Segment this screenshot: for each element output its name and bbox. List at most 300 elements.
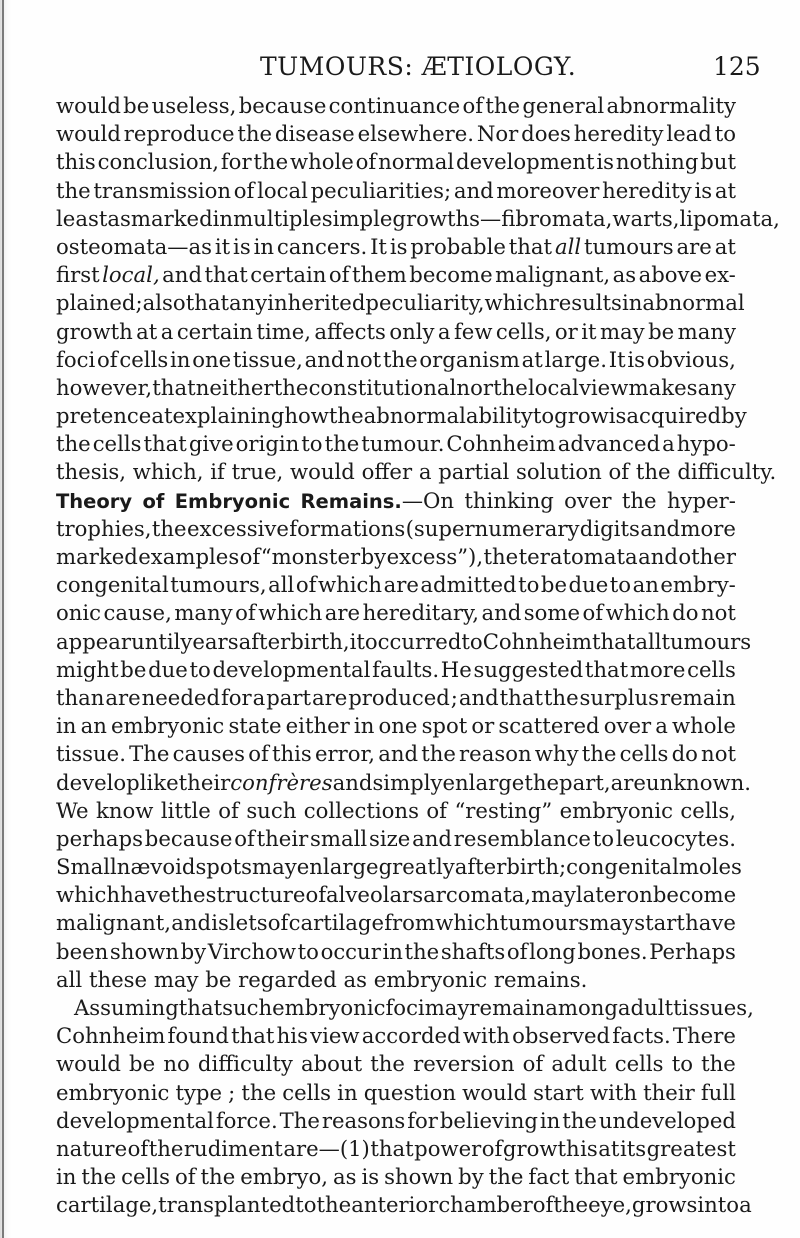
word-text: might — [56, 656, 119, 682]
word-text: least — [56, 205, 108, 231]
word — [378, 712, 417, 740]
word — [456, 374, 493, 402]
word — [158, 1191, 295, 1219]
word-text: cells — [687, 656, 736, 682]
word — [372, 769, 442, 797]
word-text: occur — [320, 938, 381, 964]
word — [680, 797, 736, 825]
word-text: be — [540, 572, 568, 598]
word-text: anterior — [351, 1192, 439, 1218]
word-text: of — [239, 544, 261, 569]
word-text: sarcomata, — [412, 882, 532, 908]
word-text: normal — [378, 149, 455, 175]
section-heading: Embryonic — [174, 489, 291, 513]
word — [246, 797, 296, 825]
word — [494, 966, 587, 994]
word-text: as — [343, 966, 368, 992]
word — [419, 346, 519, 374]
text-line — [56, 966, 736, 994]
word-text: of — [582, 600, 604, 626]
word-text: are — [610, 769, 646, 795]
word — [389, 318, 434, 346]
word-text: to — [461, 628, 483, 654]
word-text: digits — [579, 515, 640, 541]
word-text: and — [458, 684, 499, 710]
word-text: the — [56, 431, 91, 457]
word — [620, 740, 669, 768]
word — [633, 571, 659, 599]
word — [56, 1050, 121, 1078]
word — [622, 289, 642, 317]
section-heading: of — [142, 489, 165, 513]
word-text: the — [151, 515, 187, 541]
word — [56, 177, 91, 205]
word — [256, 318, 311, 346]
word-text: are — [383, 572, 419, 598]
word — [254, 233, 274, 261]
word — [215, 233, 230, 261]
word-text: malignant, — [495, 262, 611, 288]
word-text: Cohnheim — [446, 431, 556, 457]
word-text: a — [437, 318, 451, 344]
word — [673, 1022, 736, 1050]
word — [234, 825, 255, 853]
word-text: facts. — [612, 1023, 671, 1049]
word-text: accorded — [361, 1023, 461, 1049]
word — [598, 1135, 619, 1163]
word — [365, 628, 462, 656]
word-text: probable — [410, 233, 506, 259]
word-text: the — [316, 1192, 352, 1218]
word-text: are—(1) — [283, 1135, 370, 1161]
word-text: the — [237, 121, 273, 147]
word — [406, 515, 580, 543]
word — [385, 994, 424, 1022]
word-text: a — [662, 431, 675, 457]
word-text: which — [317, 572, 383, 598]
binding-shadow-line — [2, 0, 4, 1238]
word-text: alveolar — [326, 882, 413, 908]
word-text: if — [210, 459, 225, 485]
word — [290, 458, 355, 486]
word — [173, 402, 285, 430]
word — [721, 402, 747, 430]
word-text: at — [714, 177, 736, 203]
word-text: is — [694, 177, 713, 203]
word — [549, 289, 622, 317]
word — [384, 1163, 453, 1191]
word — [142, 684, 220, 712]
word-text: obvious, — [646, 346, 736, 372]
word — [230, 769, 332, 797]
word-text: greatly — [378, 854, 455, 880]
word — [372, 656, 439, 684]
word — [110, 938, 179, 966]
word-text: to — [592, 825, 615, 851]
word — [144, 430, 187, 458]
word-text: developmental — [212, 656, 371, 682]
word — [179, 769, 231, 797]
word — [677, 458, 776, 486]
word — [458, 1163, 484, 1191]
word-text: continuance — [328, 93, 461, 118]
word — [409, 261, 492, 289]
word — [235, 599, 256, 627]
word-text: remains. — [493, 966, 588, 992]
word — [192, 346, 231, 374]
word — [239, 92, 327, 120]
text-line — [56, 684, 736, 712]
word — [105, 684, 140, 712]
word-text: be — [648, 318, 675, 344]
word — [551, 1050, 606, 1078]
word — [111, 712, 224, 740]
word — [655, 712, 668, 740]
word — [180, 628, 238, 656]
word-text: that — [574, 1164, 618, 1190]
word — [611, 769, 646, 797]
word-text: start — [634, 910, 685, 936]
word — [280, 1107, 320, 1135]
word — [107, 205, 131, 233]
word — [56, 346, 95, 374]
word — [584, 233, 674, 261]
word — [560, 797, 673, 825]
word-text: at — [598, 1135, 620, 1161]
word — [558, 430, 660, 458]
word-text: does — [521, 121, 571, 147]
word-text: ; — [228, 1079, 236, 1105]
word — [239, 628, 291, 656]
word-text: congenital — [566, 854, 679, 880]
word-text: —On — [401, 487, 455, 513]
word-text: (supernumerary — [405, 515, 580, 541]
text-line — [56, 148, 736, 176]
word-text: cartilage — [288, 910, 385, 936]
word-text: offer — [361, 459, 413, 485]
word-text: become — [409, 262, 493, 288]
word — [56, 825, 143, 853]
text-line — [56, 769, 751, 797]
word — [310, 1022, 359, 1050]
word — [362, 1022, 461, 1050]
word — [56, 684, 104, 712]
word-text: of — [97, 346, 118, 372]
word — [440, 1107, 538, 1135]
word-text: that — [185, 290, 229, 316]
word — [715, 120, 736, 148]
word — [649, 938, 736, 966]
word-text: from — [384, 910, 436, 936]
word — [590, 1079, 637, 1107]
word — [495, 261, 610, 289]
word — [361, 1163, 379, 1191]
word-text: which — [435, 910, 500, 936]
word-text: growth — [56, 318, 133, 344]
word — [483, 628, 592, 656]
word — [102, 261, 160, 289]
word — [56, 1135, 127, 1163]
word-text: an — [632, 572, 659, 598]
word-text: in — [382, 938, 403, 964]
text-line — [56, 458, 777, 486]
word-text: due — [568, 572, 609, 598]
word — [660, 684, 736, 712]
word — [653, 881, 736, 909]
word-text: for — [220, 684, 252, 710]
word-text: by — [721, 403, 747, 429]
word — [622, 487, 657, 515]
word — [477, 120, 518, 148]
word — [56, 487, 132, 515]
word-text: of — [328, 262, 350, 288]
word — [599, 1107, 736, 1135]
word — [484, 543, 519, 571]
word-text: nature — [56, 1135, 128, 1161]
word-text: marked — [130, 205, 213, 231]
word-text: little — [160, 797, 211, 823]
word-text: all — [268, 572, 295, 598]
word-text: long — [529, 938, 576, 964]
word-text: cells — [619, 741, 669, 767]
text-line — [56, 177, 736, 205]
text-line — [56, 1022, 736, 1050]
word — [56, 543, 138, 571]
word — [485, 92, 520, 120]
word — [463, 1022, 510, 1050]
text-line — [56, 1050, 736, 1078]
word — [120, 656, 146, 684]
word-text: It — [370, 233, 387, 259]
word-text: islets — [211, 910, 268, 936]
word — [576, 881, 627, 909]
text-line — [56, 571, 736, 599]
word — [189, 430, 234, 458]
word — [544, 684, 579, 712]
word — [545, 346, 607, 374]
word-text: Virchow — [207, 938, 297, 964]
word-text: embryonic — [622, 1164, 736, 1190]
word — [523, 1050, 544, 1078]
word-text: may — [589, 910, 635, 936]
text-line — [56, 1079, 736, 1107]
word-text: in — [253, 233, 275, 259]
word-text: of — [426, 797, 448, 823]
word-text: found — [167, 1023, 229, 1049]
word-text: solution — [516, 459, 602, 485]
word — [471, 712, 494, 740]
text-line — [56, 909, 736, 937]
text-line — [56, 628, 752, 656]
word — [509, 233, 552, 261]
word — [56, 1022, 165, 1050]
word-text: either — [285, 713, 350, 739]
word-text: of — [305, 882, 327, 908]
word-text: Small — [56, 854, 117, 880]
word — [455, 853, 507, 881]
word-text: power — [414, 1135, 482, 1161]
word — [123, 92, 149, 120]
word — [286, 712, 350, 740]
word — [154, 966, 199, 994]
word — [187, 515, 289, 543]
word — [56, 261, 100, 289]
word-text: of — [174, 1164, 196, 1190]
word — [522, 92, 604, 120]
word-text: results — [548, 290, 622, 316]
word — [606, 599, 670, 627]
word — [554, 402, 609, 430]
word-text: plained — [56, 290, 136, 316]
word-text: not — [701, 741, 736, 767]
word-text: to — [518, 572, 540, 598]
word — [351, 1191, 438, 1219]
word-text: such — [246, 797, 297, 823]
word-text: neither — [195, 374, 274, 400]
word — [289, 515, 405, 543]
word-text: question — [363, 1079, 457, 1105]
word — [630, 656, 686, 684]
word-text: foci — [385, 995, 425, 1020]
word — [56, 909, 171, 937]
word — [232, 458, 284, 486]
word-text: embryo, — [240, 1164, 328, 1190]
word-text: view — [310, 1023, 360, 1049]
word-text: shown — [384, 1164, 454, 1190]
word — [620, 1135, 646, 1163]
word-text: local, — [102, 262, 160, 288]
word-text: Assuming — [74, 995, 179, 1020]
word-text: few — [453, 318, 493, 344]
word — [701, 740, 736, 768]
word — [519, 543, 638, 571]
word-text: are — [105, 684, 141, 710]
word — [715, 233, 736, 261]
word — [701, 1079, 736, 1107]
word-text: and — [638, 544, 678, 569]
word — [128, 1135, 149, 1163]
word-text: embryonic — [110, 713, 225, 739]
word — [56, 233, 212, 261]
word-text: the — [324, 431, 360, 457]
word — [612, 1022, 670, 1050]
word-text: enlarge — [442, 769, 525, 795]
word — [138, 543, 239, 571]
word-text: tumours, — [170, 572, 267, 598]
word — [701, 599, 736, 627]
word — [296, 571, 317, 599]
word — [252, 853, 297, 881]
word — [577, 938, 647, 966]
word — [583, 599, 604, 627]
word-text: the — [581, 741, 617, 767]
word — [582, 740, 617, 768]
word-text: of — [532, 1192, 554, 1218]
word — [56, 656, 119, 684]
word — [253, 148, 288, 176]
word — [627, 346, 645, 374]
text-line — [56, 289, 745, 317]
word-text: a — [739, 1192, 752, 1218]
word — [151, 402, 172, 430]
word — [216, 1107, 278, 1135]
word — [74, 994, 179, 1022]
word — [626, 881, 652, 909]
word-text: of — [506, 938, 528, 964]
word-text: useless, — [151, 93, 237, 118]
word-text: above — [638, 262, 703, 288]
word — [237, 120, 272, 148]
word-text: how — [284, 403, 329, 429]
word — [177, 318, 253, 346]
word — [672, 740, 698, 768]
word-text: the — [701, 1051, 736, 1077]
text-line — [56, 938, 736, 966]
section-heading: Remains. — [300, 489, 402, 513]
word-text: admitted — [420, 572, 517, 598]
word-text: why — [534, 741, 579, 767]
word — [660, 571, 735, 599]
text-line — [56, 740, 736, 768]
word — [407, 1107, 438, 1135]
word — [610, 571, 631, 599]
word — [229, 289, 267, 317]
word — [420, 571, 516, 599]
word — [350, 628, 365, 656]
word — [500, 684, 543, 712]
text-line — [56, 233, 736, 261]
word-text: leucocytes. — [615, 825, 736, 851]
word — [541, 571, 567, 599]
word-text: remain — [660, 684, 736, 710]
word — [257, 825, 309, 853]
word — [56, 1163, 76, 1191]
word-text: in — [170, 346, 191, 372]
word — [413, 1050, 514, 1078]
word-text: hereditary, — [362, 600, 479, 626]
word-text: nævoid — [116, 854, 196, 880]
word — [325, 430, 360, 458]
text-line — [56, 1107, 736, 1135]
word-text: cells — [119, 346, 169, 372]
word — [531, 881, 576, 909]
word — [290, 148, 354, 176]
word-text: reason — [459, 741, 532, 767]
word — [609, 402, 627, 430]
word-text: that — [592, 628, 636, 654]
word — [301, 487, 455, 515]
word-text: transmission — [93, 177, 232, 203]
word — [555, 318, 578, 346]
word-text: certain — [250, 262, 327, 288]
word-text: of — [355, 149, 377, 175]
word-text: of — [608, 459, 630, 485]
word — [378, 740, 418, 768]
word — [588, 1191, 632, 1219]
word — [277, 233, 367, 261]
word — [524, 769, 559, 797]
word — [337, 1079, 357, 1107]
word-text: all — [56, 966, 83, 992]
word-text: to — [295, 1192, 317, 1218]
word-text: an — [80, 713, 107, 739]
word — [56, 938, 108, 966]
word — [666, 120, 712, 148]
word-text: acquired — [626, 403, 722, 429]
word — [677, 430, 736, 458]
word — [274, 374, 309, 402]
word — [596, 148, 614, 176]
